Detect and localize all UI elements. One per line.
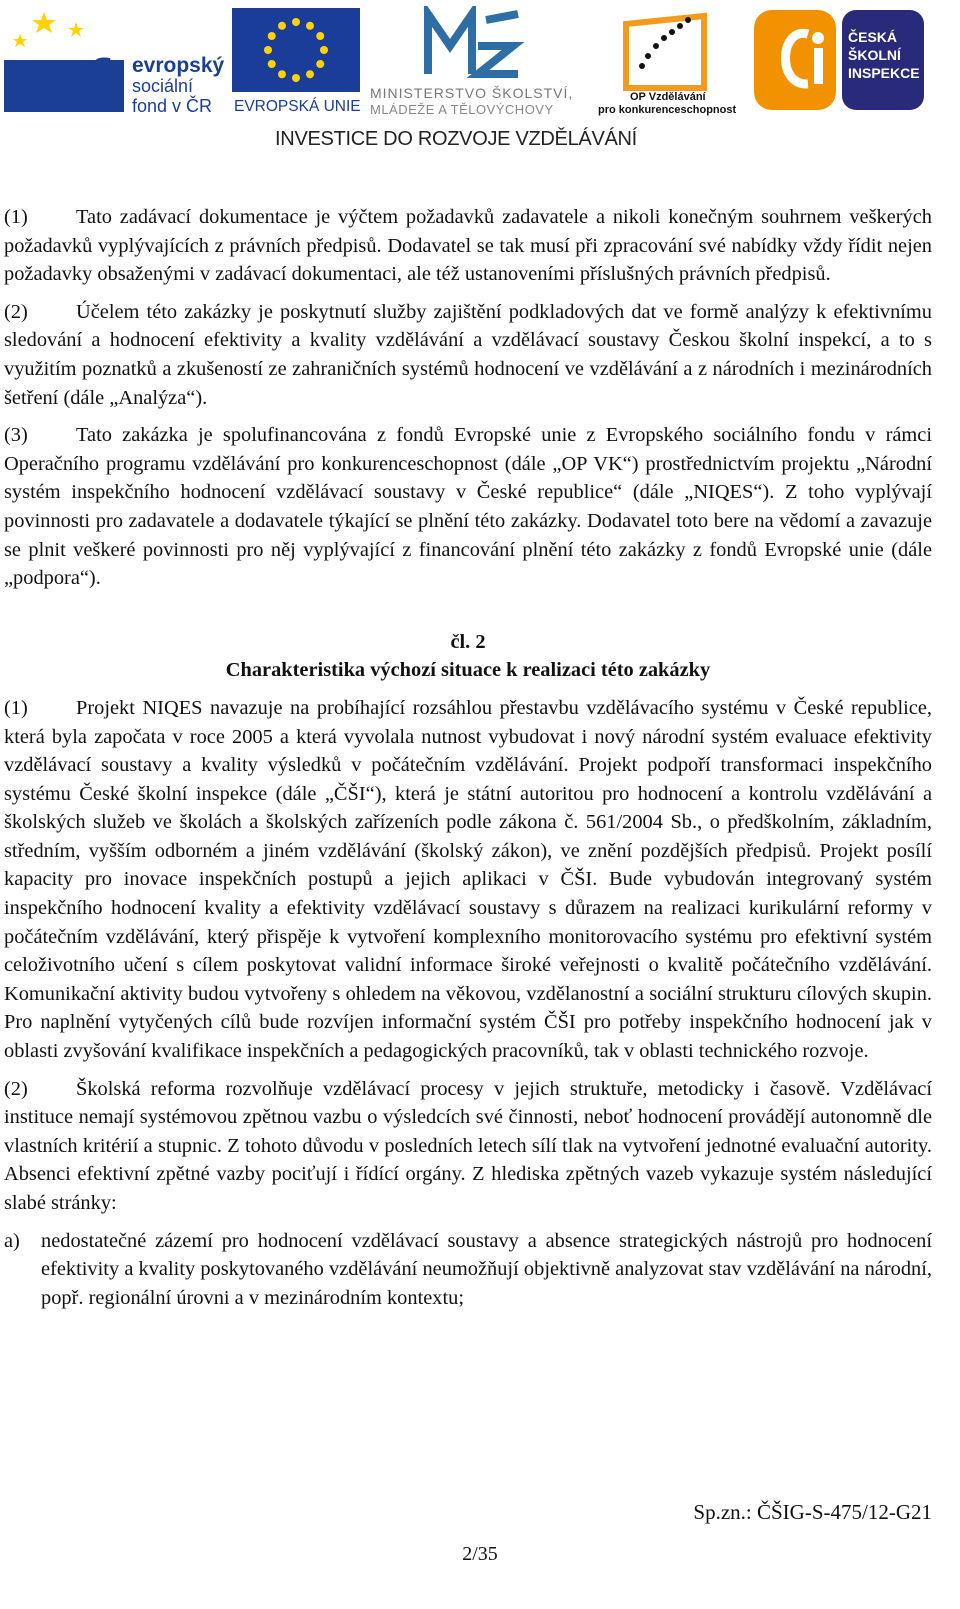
paragraph-number: (3) bbox=[4, 424, 28, 447]
eu-star-icon bbox=[306, 22, 314, 30]
list-item bbox=[4, 1227, 932, 1313]
csi-line1: ČESKÁ bbox=[848, 29, 898, 45]
opvk-logo bbox=[596, 6, 742, 116]
opvk-line1: OP Vzdělávání bbox=[630, 91, 706, 103]
esf-line3: fond v ČR bbox=[132, 96, 213, 114]
eu-star-icon bbox=[278, 22, 286, 30]
msmt-line1: MINISTERSTVO ŠKOLSTVÍ, bbox=[370, 85, 574, 101]
section-number: čl. 2 bbox=[450, 630, 486, 653]
document-body bbox=[4, 203, 932, 1312]
list-marker: a) bbox=[4, 1229, 20, 1252]
esf-line1: evropský bbox=[132, 54, 224, 77]
paragraph bbox=[4, 203, 932, 289]
paragraph-text: Tato zakázka je spolufinancována z fondů Evropské unie z Evropského sociálního fondu v rámci Operačního programu vzdělávání pro konkurenceschopnost (dále „OP VK“) prostřednictvím projektu „Národní systém inspekčního hodnocení vzdělávací soustavy v České republice“ (dále „NIQES“). Z toho vyplývají povinnosti pro zadavatele a dodavatele týkající se plnění této zakázky. Dodavatel toto bere na vědomí a zavazuje se plnit veškeré povinnosti pro něj vyplývající z financování plnění této zakázky z fondů Evropské unie (dále „podpora“). bbox=[4, 424, 932, 590]
paragraph bbox=[4, 298, 932, 412]
esf-logo bbox=[4, 8, 224, 114]
eu-star-icon bbox=[268, 60, 276, 68]
paragraph bbox=[4, 1075, 932, 1218]
paragraph-number: (2) bbox=[4, 300, 28, 323]
eu-star-icon bbox=[278, 70, 286, 78]
paragraph bbox=[4, 421, 932, 593]
paragraph-text: Projekt NIQES navazuje na probíhající rozsáhlou přestavbu vzdělávacího systému v České republice, která byla započata v roce 2005 a která vyvolala nutnost vybudovat i nový národní systém evaluace efektivity vzdělávací soustavy a kvality výsledků v počátečním vzdělávání. Projekt podpoří transformaci inspekčního systému České školní inspekce (dále „ČŠI“), která je státní autoritou pro hodnocení a kontrolu vzdělávání a školských služeb ve školách a školských zařízeních podle zákona č. 561/2004 Sb., o předškolním, základním, středním, vyšším odborném a jiném vzdělávání (školský zákon), ve znění pozdějších předpisů. Projekt posílí kapacity pro inovace inspekčních postupů a jejich aplikaci v ČŠI. Bude vybudován integrovaný systém inspekčního hodnocení kvality a efektivity vzdělávací soustavy s důrazem na realizaci kurikulární reformy v počátečním vzdělávání, který přispěje k vytvoření komplexního monitorovacího systému pro efektivní systém celoživotního učení s cílem poskytovat validní informace široké veřejnosti o kvalitě počátečního vzdělávání. Komunikační aktivity budou vytvořeny s ohledem na věkovou, vzdělanostní a sociální strukturu cílových skupin. Pro naplnění vytyčených cílů bude rozvíjen informační systém ČŠI pro potřeby inspekčního hodnocení jak v oblasti zvyšování kvalifikace inspekčních a pedagogických pracovníků, tak v oblasti technického rozvoje. bbox=[4, 696, 932, 1063]
section-title: Charakteristika výchozí situace k realizaci této zakázky bbox=[225, 659, 711, 682]
paragraph-text: Školská reforma rozvolňuje vzdělávací procesy v jejich struktuře, metodicky i časově. Vzdělávací instituce nemají systémovou zpětnou vazbu o výsledcích své činnosti, neboť hodnocení provádějí autonomně dle vlastních kritérií a stupnic. Z tohoto důvodu v posledních letech sílí tlak na vytvoření jednotné evaluační autority. Absenci efektivní zpětné vazby pociťují i řídící orgány. Z hlediska zpětných vazeb vykazuje systém následující slabé stránky: bbox=[4, 1077, 932, 1214]
paragraph-number: (1) bbox=[4, 206, 28, 228]
paragraph bbox=[4, 694, 932, 1066]
csi-logo bbox=[750, 6, 926, 114]
csi-line3: INSPEKCE bbox=[848, 65, 920, 81]
eu-flag-logo bbox=[232, 8, 360, 114]
eu-label: EVROPSKÁ UNIE bbox=[234, 98, 360, 114]
eu-star-icon bbox=[268, 32, 276, 40]
eu-star-icon bbox=[306, 70, 314, 78]
svg-text:esf: esf bbox=[6, 46, 111, 114]
eu-star-icon bbox=[292, 74, 300, 82]
eu-star-icon bbox=[320, 46, 328, 54]
paragraph-number: (2) bbox=[4, 1077, 28, 1100]
file-reference: Sp.zn.: ČŠIG-S-475/12-G21 bbox=[693, 1500, 932, 1524]
paragraph-text: Tato zadávací dokumentace je výčtem požadavků zadavatele a nikoli konečným souhrnem veškerých požadavků vyplývajících z právních předpisů. Dodavatel se tak musí při zpracování své nabídky vždy řídit nejen požadavky obsaženými v zadávací dokumentaci, ale též ustanoveními příslušných právních předpisů. bbox=[4, 206, 932, 286]
investice-tagline: INVESTICE DO ROZVOJE VZDĚLÁVÁNÍ bbox=[275, 128, 637, 150]
eu-star-icon bbox=[292, 18, 300, 26]
paragraph-text: Účelem této zakázky je poskytnutí služby zajištění podkladových dat ve formě analýzy k efektivnímu sledování a hodnocení efektivity a kvality vzdělávání a vzdělávací soustavy Českou školní inspekcí, a to s využitím poznatků a zkušeností ze zahraničních systémů hodnocení ve vzdělávání a z národních i mezinárodních šetření (dále „Analýza“). bbox=[4, 300, 932, 409]
msmt-logo bbox=[368, 6, 588, 116]
esf-line2: sociální bbox=[132, 76, 194, 96]
eu-star-icon bbox=[316, 32, 324, 40]
logo-header bbox=[0, 0, 960, 160]
list-item-text: nedostatečné zázemí pro hodnocení vzdělávací soustavy a absence strategických nástrojů pro hodnocení efektivity a kvality poskytovaného vzdělávání neumožňují objektivně analyzovat stav vzdělávání na národní, popř. regionální úrovni a v mezinárodním kontextu; bbox=[41, 1229, 932, 1309]
paragraph-number: (1) bbox=[4, 696, 28, 719]
eu-star-icon bbox=[316, 60, 324, 68]
eu-star-icon bbox=[264, 46, 272, 54]
msmt-line2: MLÁDEŽE A TĚLOVÝCHOVY bbox=[370, 102, 554, 116]
csi-line2: ŠKOLNÍ bbox=[848, 47, 901, 63]
page-number: 2/35 bbox=[462, 1543, 498, 1565]
opvk-line2: pro konkurenceschopnost bbox=[598, 104, 737, 116]
